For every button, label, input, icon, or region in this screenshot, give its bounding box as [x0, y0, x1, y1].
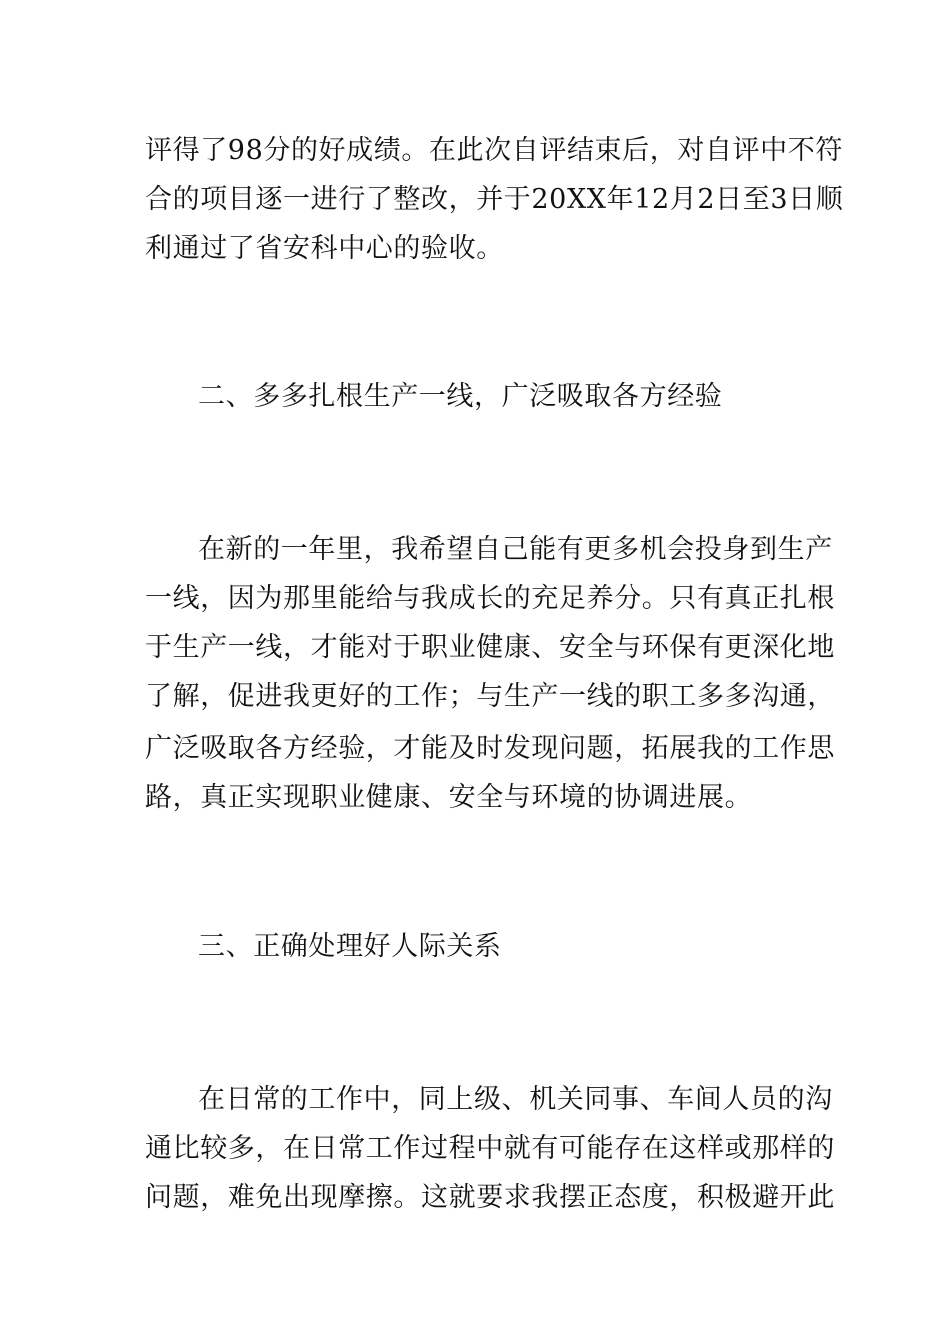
section-heading-2: 二、多多扎根生产一线，广泛吸取各方经验	[198, 381, 723, 412]
paragraph-2-line-5: 广泛吸取各方经验，才能及时发现问题，拓展我的工作思	[145, 733, 835, 764]
paragraph-3-line-1: 在日常的工作中，同上级、机关同事、车间人员的沟	[198, 1084, 833, 1115]
paragraph-2-line-6: 路，真正实现职业健康、安全与环境的协调进展。	[145, 782, 753, 813]
paragraph-2-line-4: 了解，促进我更好的工作；与生产一线的职工多多沟通，	[145, 681, 835, 712]
paragraph-1-line-3: 利通过了省安科中心的验收。	[145, 233, 504, 264]
paragraph-2-line-1: 在新的一年里，我希望自己能有更多机会投身到生产	[198, 534, 833, 565]
paragraph-3-line-2: 通比较多，在日常工作过程中就有可能存在这样或那样的	[145, 1133, 835, 1164]
paragraph-1-line-1: 评得了98分的好成绩。在此次自评结束后，对自评中不符	[145, 135, 843, 166]
paragraph-2-line-2: 一线，因为那里能给与我成长的充足养分。只有真正扎根	[145, 583, 835, 614]
section-heading-3: 三、正确处理好人际关系	[198, 931, 502, 962]
paragraph-1-line-2: 合的项目逐一进行了整改，并于20XX年12月2日至3日顺	[145, 184, 844, 215]
paragraph-3-line-3: 问题，难免出现摩擦。这就要求我摆正态度，积极避开此	[145, 1182, 835, 1213]
paragraph-2-line-3: 于生产一线，才能对于职业健康、安全与环保有更深化地	[145, 632, 835, 663]
